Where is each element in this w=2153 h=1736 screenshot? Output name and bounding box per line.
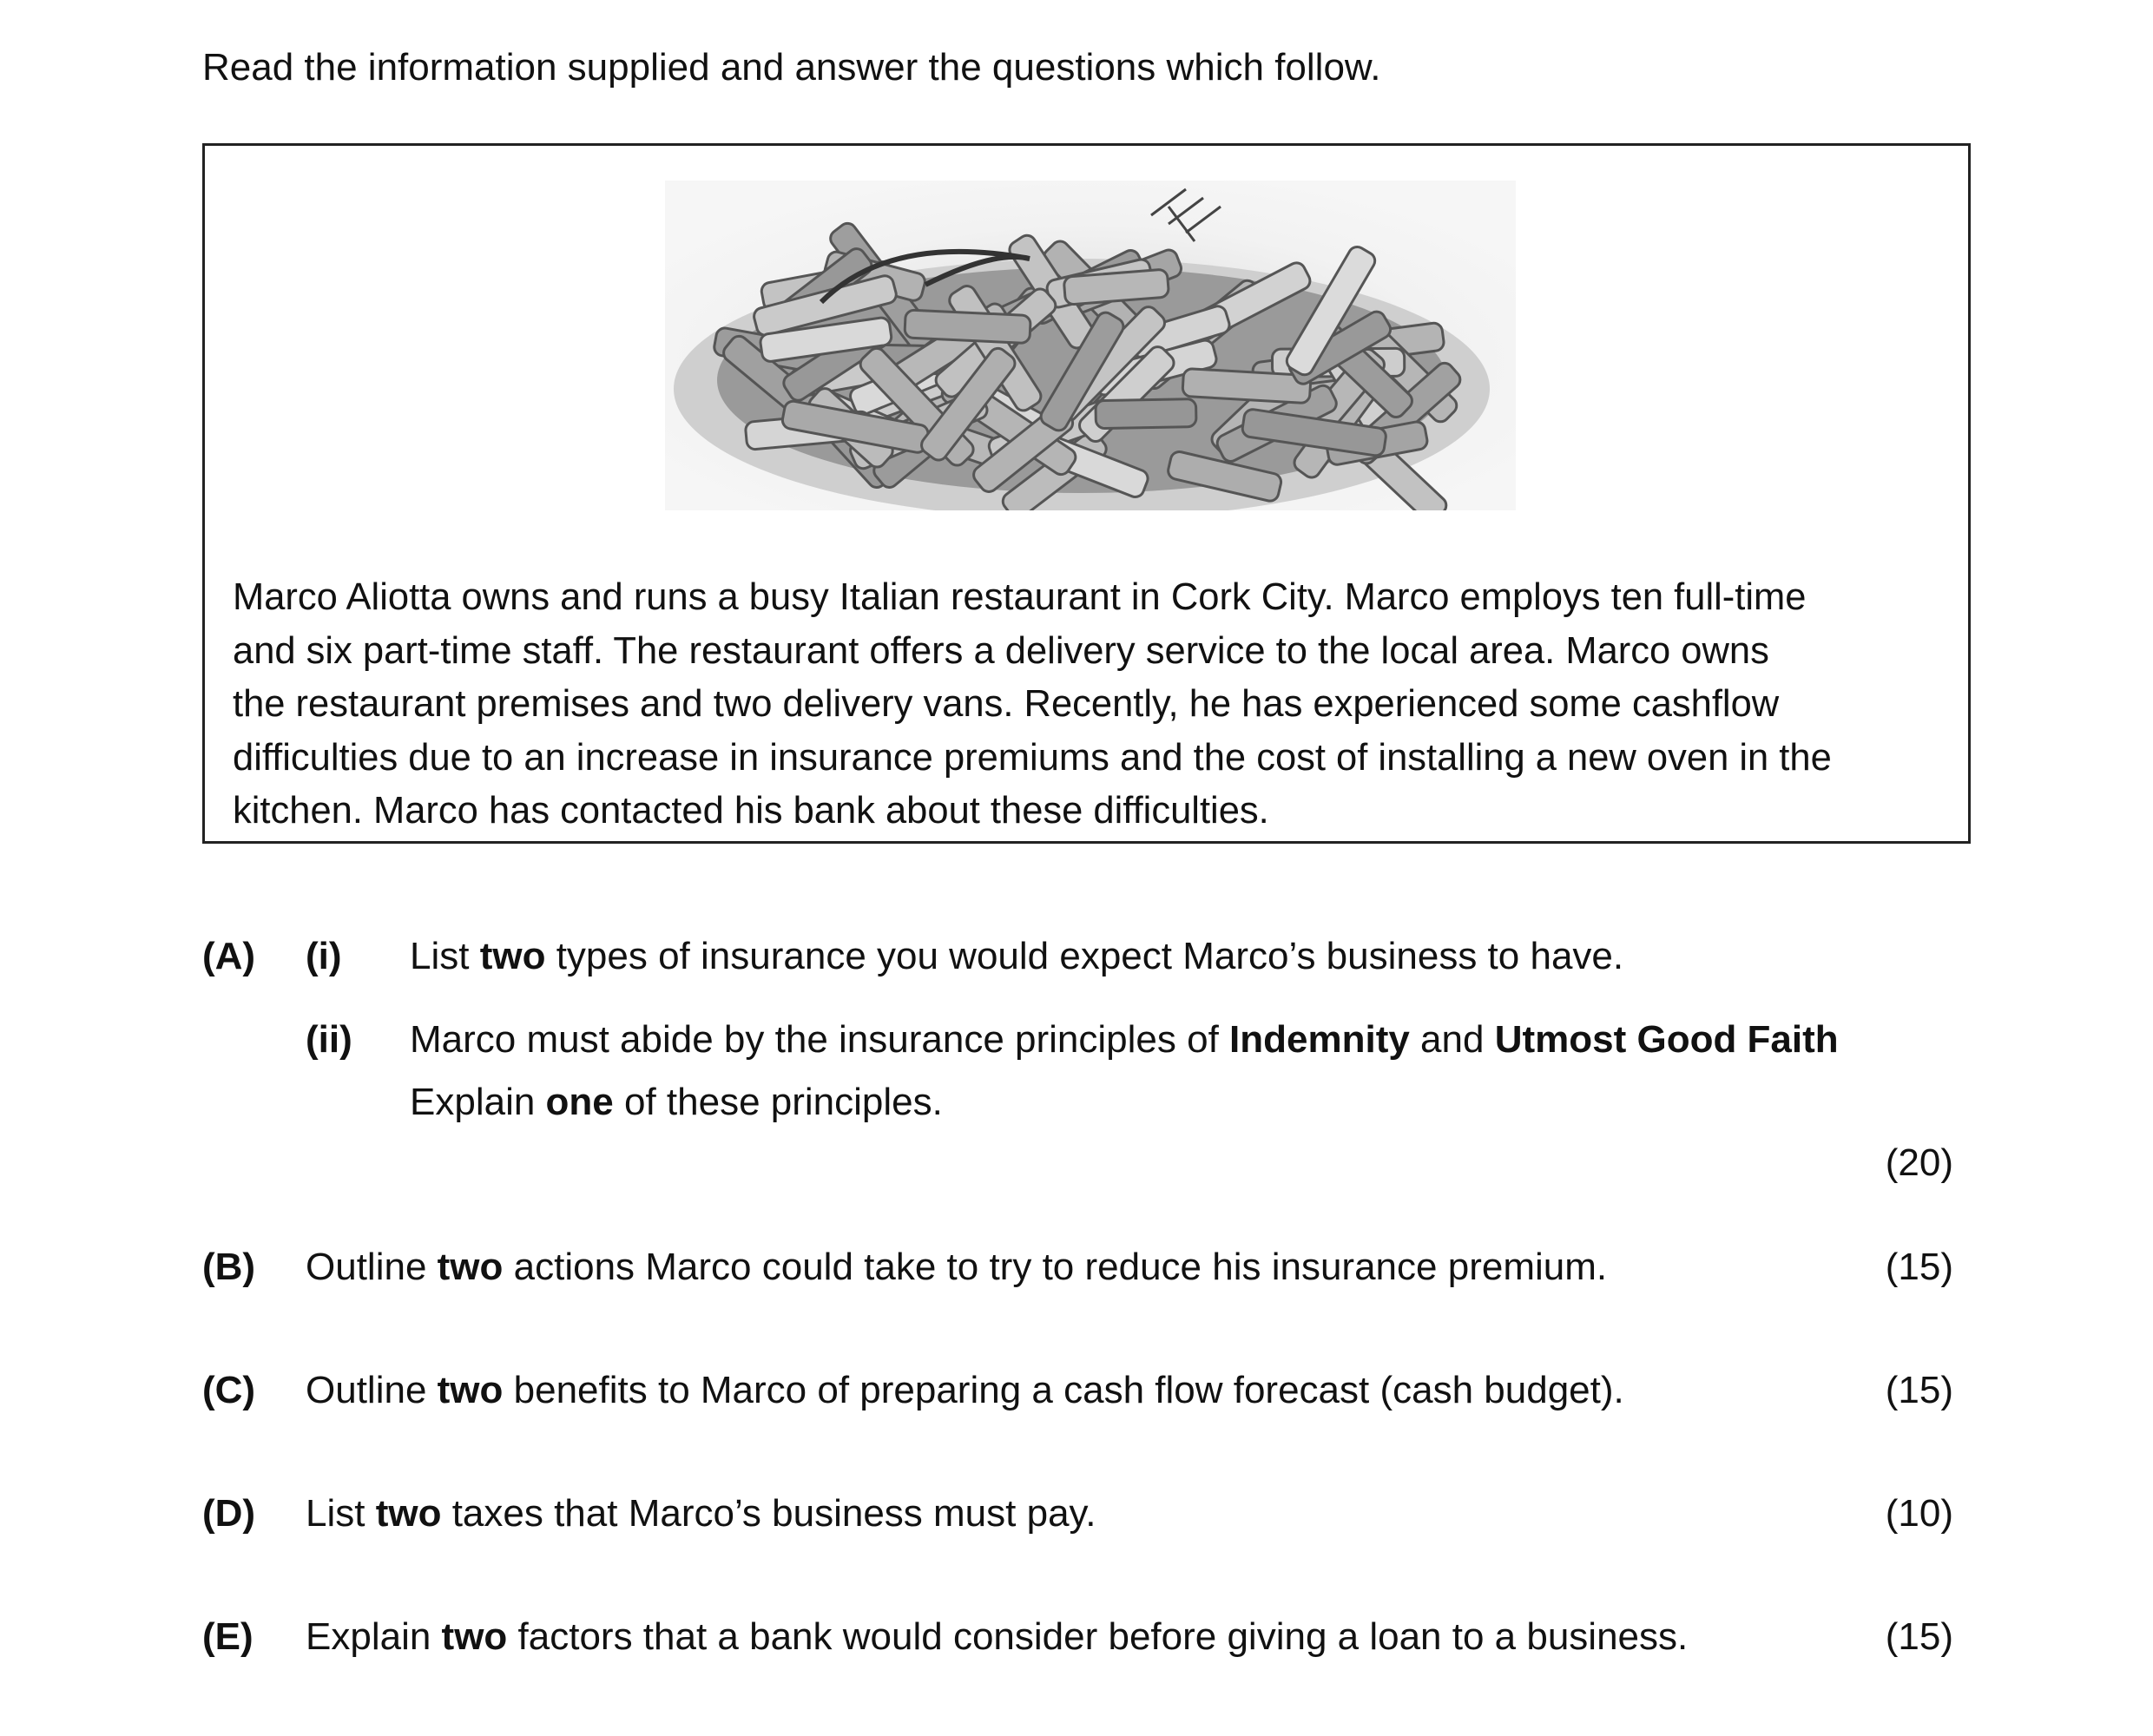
emphasis: two <box>441 1615 508 1658</box>
question-b-marks: (15) <box>1885 1246 1953 1288</box>
question-b-text <box>306 1241 1607 1293</box>
scenario-line: difficulties due to an increase in insurance premiums and the cost of installing a new oven in the <box>233 736 1832 779</box>
emphasis: Utmost Good Faith <box>1494 1018 1839 1061</box>
text-part: Explain <box>306 1615 442 1658</box>
question-b-label: (B) <box>202 1246 256 1288</box>
question-e-text <box>306 1611 1688 1663</box>
question-e-label: (E) <box>202 1615 253 1658</box>
text-part: Outline <box>306 1246 438 1288</box>
question-d-text <box>306 1488 1096 1540</box>
question-a-ii-text <box>410 1014 1839 1066</box>
emphasis: two <box>437 1246 504 1288</box>
question-a-i-label: (i) <box>306 935 342 977</box>
text-part: benefits to Marco of preparing a cash flow forecast (cash budget). <box>503 1369 1624 1411</box>
scenario-line: Marco Aliotta owns and runs a busy Italian restaurant in Cork City. Marco employs ten full-time <box>233 576 1807 618</box>
question-c-marks: (15) <box>1885 1369 1953 1411</box>
question-a-ii-text-line2 <box>410 1076 943 1128</box>
text-part: actions Marco could take to try to reduce his insurance premium. <box>503 1246 1608 1288</box>
emphasis: Indemnity <box>1229 1018 1410 1061</box>
text-part: taxes that Marco’s business must pay. <box>441 1492 1096 1535</box>
question-a-label: (A) <box>202 935 256 977</box>
emphasis: two <box>437 1369 504 1411</box>
scenario-line: the restaurant premises and two delivery vans. Recently, he has experienced some cashflow <box>233 683 1780 725</box>
question-a-ii-label: (ii) <box>306 1018 352 1061</box>
emphasis: one <box>545 1081 614 1123</box>
text-part: types of insurance you would expect Marco’s business to have. <box>545 935 1624 977</box>
question-a-i-text <box>410 930 1623 983</box>
question-d-marks: (10) <box>1885 1492 1953 1535</box>
scenario-line: kitchen. Marco has contacted his bank about these difficulties. <box>233 790 1269 832</box>
text-part: Outline <box>306 1369 438 1411</box>
penne-piece <box>1096 399 1196 429</box>
scenario-box <box>202 143 1971 844</box>
text-part: and <box>1409 1018 1495 1061</box>
instructions: Read the information supplied and answer the questions which follow. <box>202 46 1381 89</box>
penne-piece <box>905 310 1030 344</box>
question-c-text <box>306 1364 1624 1417</box>
question-d-label: (D) <box>202 1492 256 1535</box>
text-part: of these principles. <box>613 1081 943 1123</box>
text-part: List <box>306 1492 376 1535</box>
pasta-photo <box>665 181 1516 510</box>
text-part: Marco must abide by the insurance principles of <box>410 1018 1230 1061</box>
question-a-marks: (20) <box>1885 1141 1953 1184</box>
scenario-text <box>233 571 1960 838</box>
emphasis: two <box>479 935 546 977</box>
text-part: factors that a bank would consider before giving a loan to a business. <box>507 1615 1689 1658</box>
question-c-label: (C) <box>202 1369 256 1411</box>
text-part: Explain <box>410 1081 546 1123</box>
text-part: List <box>410 935 480 977</box>
scenario-line: and six part-time staff. The restaurant offers a delivery service to the local area. Marco owns <box>233 629 1769 672</box>
question-e-marks: (15) <box>1885 1615 1953 1658</box>
emphasis: two <box>375 1492 442 1535</box>
